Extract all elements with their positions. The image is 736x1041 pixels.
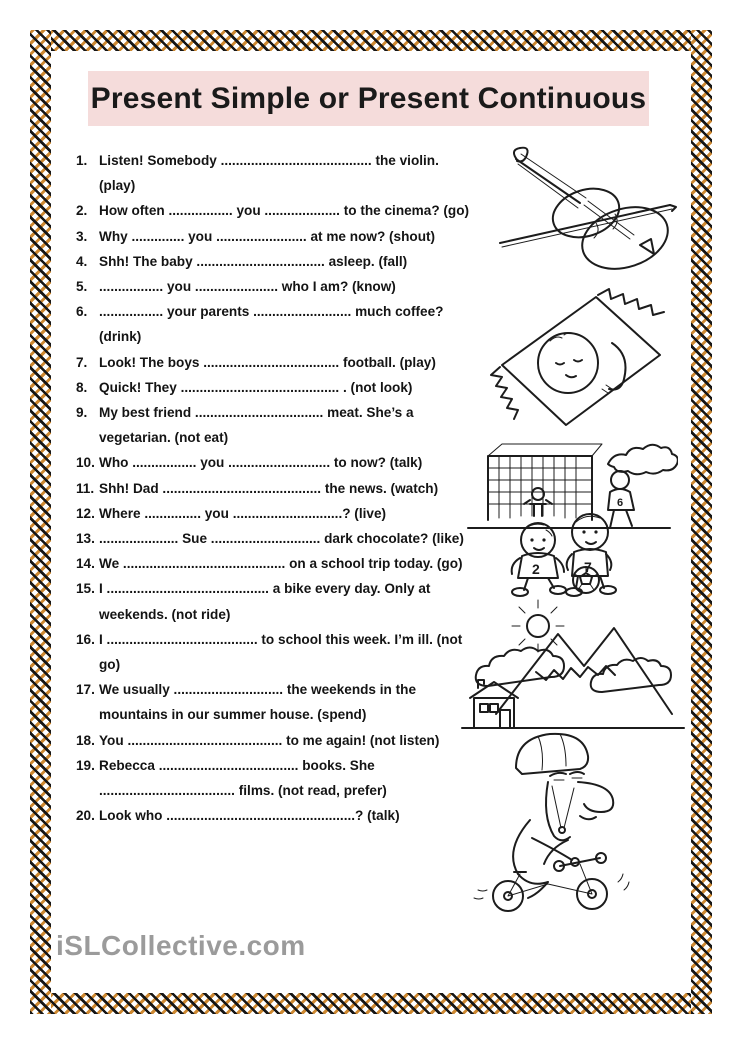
- exercise-number: 19.: [76, 757, 95, 773]
- exercise-item: [76, 224, 478, 249]
- exercise-item: [76, 576, 478, 626]
- decorative-border-bottom: [30, 993, 712, 1014]
- exercise-text: Quick! They .......................................... . (not look): [99, 379, 413, 395]
- exercise-item: [76, 375, 478, 400]
- exercise-number: 2.: [76, 203, 88, 219]
- sleeping-baby-illustration: [474, 283, 669, 433]
- violin-illustration: [488, 143, 683, 278]
- cyclist-illustration: [458, 722, 653, 917]
- exercise-number: 6.: [76, 304, 88, 320]
- exercise-text: ................. you ...................... who I am? (know): [99, 279, 396, 295]
- exercise-text: ..................... Sue ............................. dark chocolate? (like): [99, 531, 464, 547]
- exercise-item: [76, 677, 478, 727]
- exercise-text: We ........................................... on a school trip today. (go): [99, 556, 463, 572]
- svg-text:6: 6: [617, 497, 624, 509]
- exercise-text: Where ............... you .............................? (live): [99, 505, 387, 521]
- watermark-islcollective: iSLCollective.com: [56, 930, 306, 961]
- exercise-text: Look who ..................................................? (talk): [99, 808, 400, 824]
- exercise-number: 1.: [76, 153, 88, 168]
- exercise-number: 13.: [76, 531, 95, 547]
- exercise-list: [76, 148, 478, 828]
- exercise-number: 7.: [76, 354, 88, 370]
- exercise-item: [76, 501, 478, 526]
- exercise-number: 4.: [76, 253, 88, 269]
- exercise-text: Rebecca ..................................... books. She .................................... films. (not read, prefer): [99, 757, 387, 799]
- exercise-item: [76, 551, 478, 576]
- exercise-number: 10.: [76, 455, 95, 471]
- exercise-item: [76, 400, 478, 450]
- exercise-text: Shh! The baby .................................. asleep. (fall): [99, 253, 408, 269]
- decorative-border-left: [30, 30, 51, 1014]
- exercise-number: 8.: [76, 379, 88, 395]
- exercise-text: Shh! Dad .......................................... the news. (watch): [99, 480, 439, 496]
- exercise-text: Listen! Somebody ........................................ the violin. (play): [99, 153, 439, 194]
- exercise-item: [76, 274, 478, 299]
- exercise-text: Look! The boys .................................... football. (play): [99, 354, 436, 370]
- decorative-border-top: [30, 30, 712, 51]
- exercise-item: [76, 249, 478, 274]
- football-illustration: [460, 430, 678, 600]
- svg-text:2: 2: [532, 561, 540, 577]
- exercise-item: [76, 627, 478, 677]
- exercise-text: I ........................................ to school this week. I’m ill. (not go): [99, 631, 463, 673]
- exercise-number: 16.: [76, 631, 95, 647]
- exercise-number: 3.: [76, 228, 88, 244]
- exercise-number: 11.: [76, 480, 95, 496]
- exercise-number: 18.: [76, 732, 95, 748]
- exercise-item: [76, 450, 478, 475]
- exercise-item: [76, 198, 478, 223]
- exercise-text: ................. your parents .......................... much coffee? (drink): [99, 304, 444, 345]
- exercise-text: How often ................. you .................... to the cinema? (go): [99, 203, 470, 219]
- exercise-item: [76, 728, 478, 753]
- exercise-item: [76, 803, 478, 828]
- exercise-number: 15.: [76, 581, 95, 597]
- exercise-item: [76, 350, 478, 375]
- exercise-text: Who ................. you ........................... to now? (talk): [99, 455, 423, 471]
- exercise-item: [76, 299, 478, 349]
- page-title: Present Simple or Present Continuous: [90, 81, 647, 115]
- exercise-item: [76, 148, 478, 198]
- exercise-number: 5.: [76, 279, 88, 295]
- exercise-item: [76, 476, 478, 501]
- decorative-border-right: [691, 30, 712, 1014]
- exercise-number: 17.: [76, 682, 95, 698]
- exercise-text: You ......................................... to me again! (not listen): [99, 732, 440, 748]
- exercise-number: 9.: [76, 405, 88, 421]
- title-banner: [88, 71, 649, 126]
- exercise-text: We usually ............................. the weekends in the mountains in our summer house. (spend): [99, 682, 417, 723]
- exercise-text: I ........................................... a bike every day. Only at weekends. (not ride): [99, 581, 431, 622]
- exercise-number: 20.: [76, 808, 95, 824]
- exercise-number: 14.: [76, 556, 95, 572]
- exercise-item: [76, 753, 478, 803]
- exercise-item: [76, 526, 478, 551]
- svg-text:7: 7: [584, 559, 592, 575]
- exercise-text: Why .............. you ........................ at me now? (shout): [99, 228, 436, 244]
- exercise-text: My best friend .................................. meat. She’s a vegetarian. (not eat): [99, 405, 414, 446]
- exercise-number: 12.: [76, 505, 95, 521]
